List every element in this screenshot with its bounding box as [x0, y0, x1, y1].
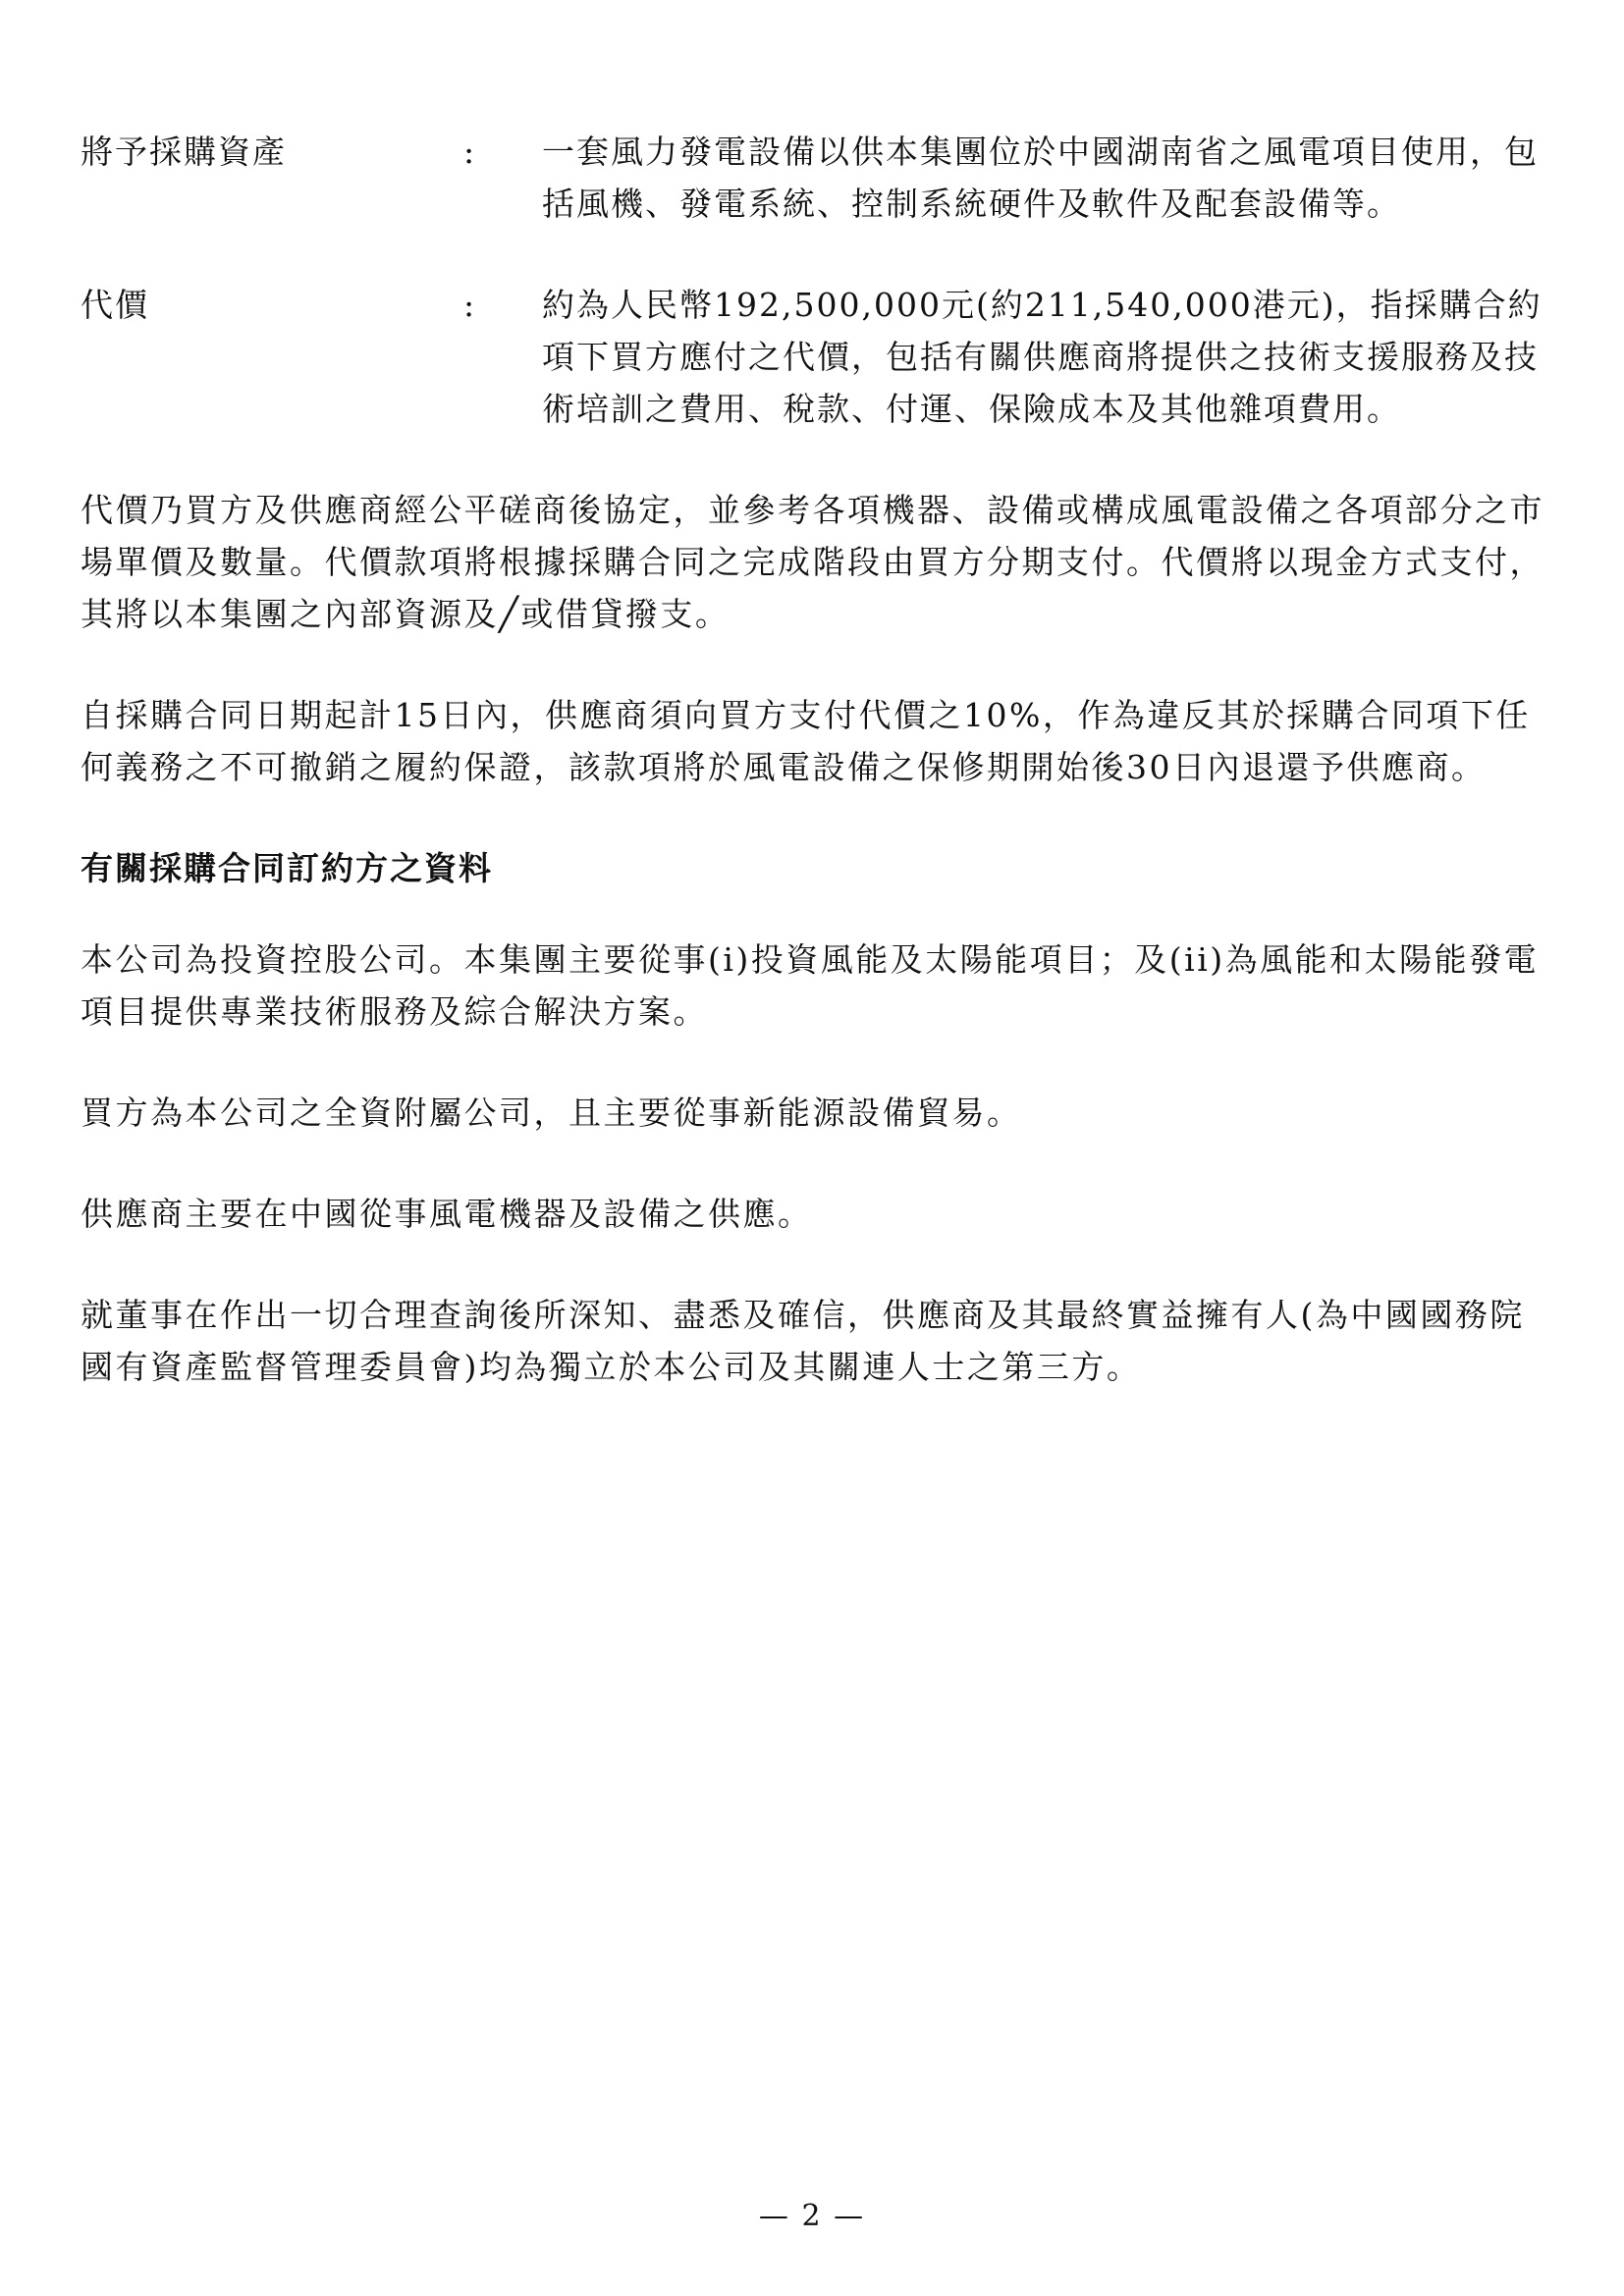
paragraph-independence: 就董事在作出一切合理查詢後所深知、盡悉及確信，供應商及其最終實益擁有人(為中國國務院國有資產監督管理委員會)均為獨立於本公司及其關連人士之第三方。 [81, 1296, 1525, 1386]
definition-consideration [81, 279, 1553, 435]
paragraph-buyer-info: 買方為本公司之全資附屬公司，且主要從事新能源設備貿易。 [81, 1094, 1022, 1132]
document-content [81, 126, 1553, 1442]
definition-term: 代價 [81, 286, 149, 324]
definition-term: 將予採購資產 [81, 133, 287, 171]
definition-colon: : [463, 286, 475, 324]
definition-text: 一套風力發電設備以供本集團位於中國湖南省之風電項目使用，包括風機、發電系統、控制系統硬件及軟件及配套設備等。 [542, 133, 1539, 223]
paragraph-consideration-basis: 代價乃買方及供應商經公平磋商後協定，並參考各項機器、設備或構成風電設備之各項部分之市場單價及數量。代價款項將根據採購合同之完成階段由買方分期支付。代價將以現金方式支付，其將以本集團之內部資源及╱或借貸撥支。 [81, 491, 1544, 633]
section-heading: 有關採購合同訂約方之資料 [81, 849, 493, 887]
definition-assets [81, 126, 1553, 230]
page-number: — 2 — [758, 2199, 866, 2233]
paragraph-supplier-info: 供應商主要在中國從事風電機器及設備之供應。 [81, 1195, 813, 1233]
definition-colon: : [463, 133, 475, 171]
definition-text: 約為人民幣192,500,000元(約211,540,000港元)，指採購合約項下買方應付之代價，包括有關供應商將提供之技術支援服務及技術培訓之費用、稅款、付運、保險成本及其他雜項費用。 [542, 286, 1543, 428]
paragraph-performance-guarantee: 自採購合同日期起計15日內，供應商須向買方支付代價之10%，作為違反其於採購合同項下任何義務之不可撤銷之履約保證，該款項將於風電設備之保修期開始後30日內退還予供應商。 [81, 696, 1531, 786]
paragraph-company-info: 本公司為投資控股公司。本集團主要從事(i)投資風能及太陽能項目；及(ii)為風能和太陽能發電項目提供專業技術服務及綜合解決方案。 [81, 940, 1540, 1031]
